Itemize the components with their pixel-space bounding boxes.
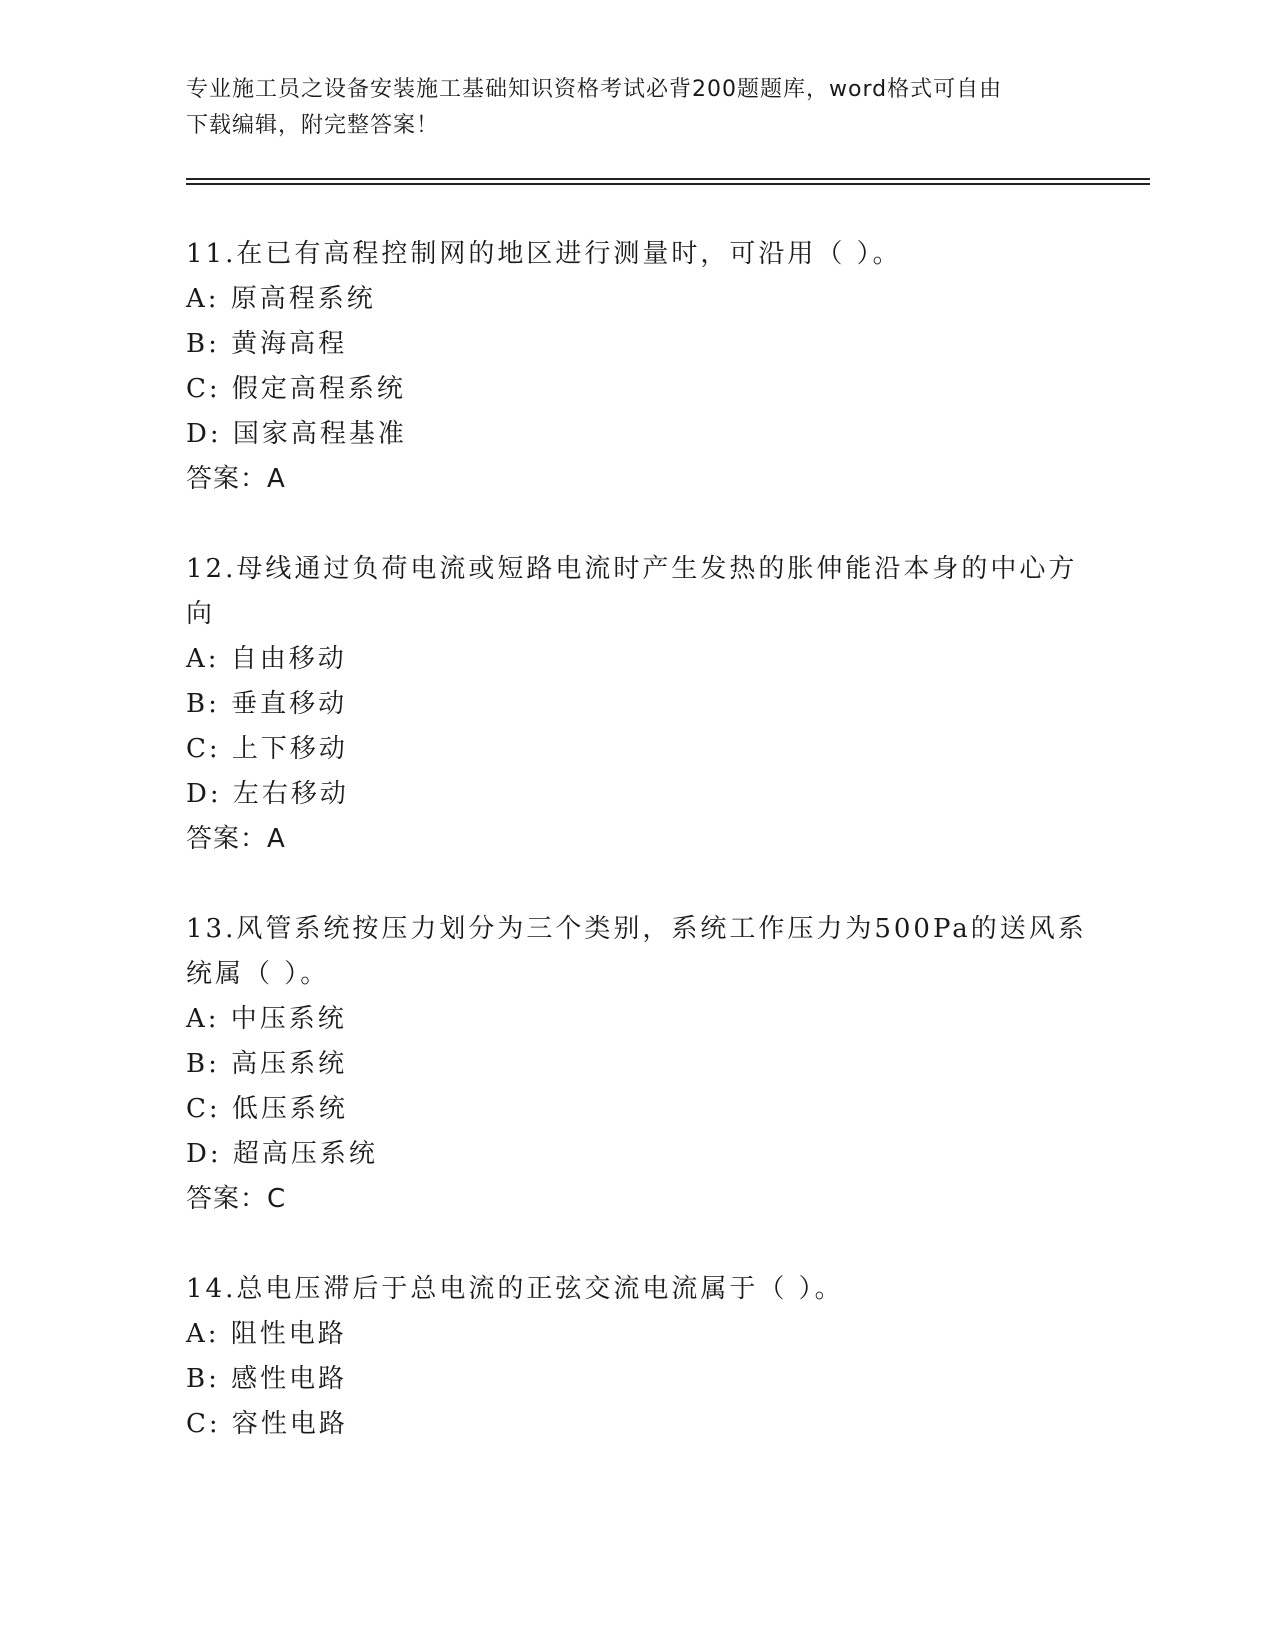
question-13-option-d: D: 超高压系统 bbox=[186, 1139, 378, 1169]
question-11-stem: 11.在已有高程控制网的地区进行测量时，可沿用（ ）。 bbox=[186, 239, 902, 269]
question-13-answer: 答案：C bbox=[186, 1184, 287, 1214]
question-11-option-d: D: 国家高程基准 bbox=[186, 419, 407, 449]
header-line-1: 专业施工员之设备安装施工基础知识资格考试必背200题题库，word格式可自由 bbox=[186, 77, 1003, 102]
question-13-stem-line-1: 13.风管系统按压力划分为三个类别，系统工作压力为500Pa的送风系 bbox=[186, 914, 1087, 944]
question-11-option-c: C: 假定高程系统 bbox=[186, 374, 406, 404]
question-12-stem-line-1: 12.母线通过负荷电流或短路电流时产生发热的胀伸能沿本身的中心方 bbox=[186, 554, 1078, 584]
question-12-option-a: A: 自由移动 bbox=[186, 644, 347, 674]
question-11-option-b: B: 黄海高程 bbox=[186, 329, 348, 359]
question-11-answer: 答案：A bbox=[186, 464, 286, 494]
header-divider-top bbox=[186, 178, 1150, 180]
question-14-stem: 14.总电压滞后于总电流的正弦交流电流属于（ ）。 bbox=[186, 1274, 844, 1304]
question-12-stem-line-2: 向 bbox=[186, 599, 216, 629]
header-divider-bottom bbox=[186, 183, 1150, 185]
question-11-option-a: A: 原高程系统 bbox=[186, 284, 376, 314]
question-14-option-a: A: 阻性电路 bbox=[186, 1319, 347, 1349]
question-13-option-c: C: 低压系统 bbox=[186, 1094, 348, 1124]
document-header bbox=[186, 72, 1066, 144]
question-13-stem-line-2: 统属（ ）。 bbox=[186, 959, 330, 989]
question-12-option-d: D: 左右移动 bbox=[186, 779, 349, 809]
question-13-option-b: B: 高压系统 bbox=[186, 1049, 348, 1079]
question-14-option-b: B: 感性电路 bbox=[186, 1364, 348, 1394]
header-line-2: 下载编辑，附完整答案！ bbox=[186, 113, 440, 138]
question-12-answer: 答案：A bbox=[186, 824, 286, 854]
question-13-option-a: A: 中压系统 bbox=[186, 1004, 347, 1034]
question-12-option-b: B: 垂直移动 bbox=[186, 689, 348, 719]
question-14-option-c: C: 容性电路 bbox=[186, 1409, 348, 1439]
question-12-option-c: C: 上下移动 bbox=[186, 734, 348, 764]
